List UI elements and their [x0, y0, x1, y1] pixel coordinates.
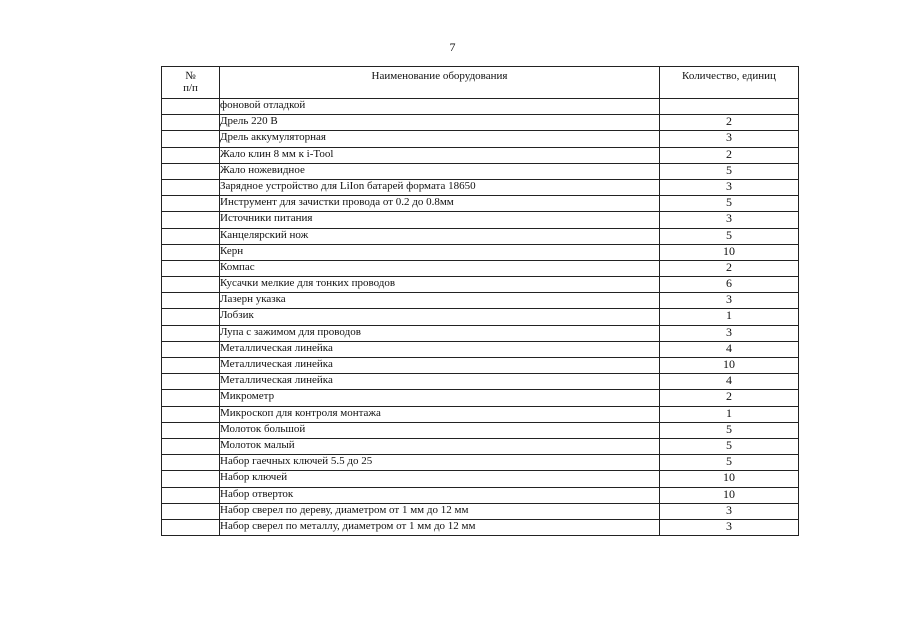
quantity-cell: 3: [660, 179, 799, 195]
equipment-name-cell: Канцелярский нож: [220, 228, 660, 244]
quantity-cell: [660, 99, 799, 115]
equipment-name-cell: Металлическая линейка: [220, 358, 660, 374]
row-number-cell: [162, 99, 220, 115]
equipment-name-cell: Набор отверток: [220, 487, 660, 503]
quantity-cell: 5: [660, 455, 799, 471]
quantity-cell: 2: [660, 260, 799, 276]
table-row: [162, 390, 799, 406]
table-row: [162, 277, 799, 293]
row-number-cell: [162, 390, 220, 406]
quantity-cell: 4: [660, 374, 799, 390]
quantity-cell: 3: [660, 293, 799, 309]
quantity-cell: 10: [660, 471, 799, 487]
equipment-name-cell: Кусачки мелкие для тонких проводов: [220, 277, 660, 293]
table-row: [162, 406, 799, 422]
quantity-cell: 3: [660, 212, 799, 228]
equipment-name-cell: Набор гаечных ключей 5.5 до 25: [220, 455, 660, 471]
equipment-name-cell: Дрель 220 В: [220, 115, 660, 131]
equipment-name-cell: Микрометр: [220, 390, 660, 406]
quantity-cell: 3: [660, 503, 799, 519]
row-number-cell: [162, 455, 220, 471]
table-row: [162, 471, 799, 487]
table-row: [162, 147, 799, 163]
table-row: [162, 374, 799, 390]
table-row: [162, 293, 799, 309]
quantity-cell: 3: [660, 131, 799, 147]
equipment-name-cell: Инструмент для зачистки провода от 0.2 до 0.8мм: [220, 196, 660, 212]
row-number-cell: [162, 503, 220, 519]
table-row: [162, 503, 799, 519]
equipment-name-cell: Набор ключей: [220, 471, 660, 487]
header-equipment-name: Наименование оборудования: [220, 67, 660, 99]
table-row: [162, 487, 799, 503]
table-row: [162, 212, 799, 228]
table-row: [162, 455, 799, 471]
table-row: [162, 244, 799, 260]
equipment-name-cell: Зарядное устройство для LiIon батарей формата 18650: [220, 179, 660, 195]
quantity-cell: 5: [660, 438, 799, 454]
quantity-cell: 5: [660, 163, 799, 179]
quantity-cell: 3: [660, 325, 799, 341]
row-number-cell: [162, 422, 220, 438]
table-row: [162, 196, 799, 212]
quantity-cell: 10: [660, 487, 799, 503]
quantity-cell: 5: [660, 228, 799, 244]
row-number-cell: [162, 341, 220, 357]
quantity-cell: 2: [660, 147, 799, 163]
table-row: [162, 358, 799, 374]
row-number-cell: [162, 260, 220, 276]
equipment-name-cell: Микроскоп для контроля монтажа: [220, 406, 660, 422]
row-number-cell: [162, 147, 220, 163]
table-row: [162, 260, 799, 276]
header-number-symbol: №: [185, 70, 196, 82]
equipment-name-cell: Компас: [220, 260, 660, 276]
equipment-name-cell: Металлическая линейка: [220, 374, 660, 390]
equipment-name-cell: Жало клин 8 мм к i-Tool: [220, 147, 660, 163]
row-number-cell: [162, 293, 220, 309]
equipment-name-cell: Дрель аккумуляторная: [220, 131, 660, 147]
equipment-name-cell: Лупа с зажимом для проводов: [220, 325, 660, 341]
row-number-cell: [162, 212, 220, 228]
row-number-cell: [162, 244, 220, 260]
quantity-cell: 3: [660, 519, 799, 535]
table-row: [162, 131, 799, 147]
header-quantity: Количество, единиц: [660, 67, 799, 99]
row-number-cell: [162, 277, 220, 293]
table-row: [162, 438, 799, 454]
row-number-cell: [162, 131, 220, 147]
quantity-cell: 4: [660, 341, 799, 357]
row-number-cell: [162, 471, 220, 487]
equipment-name-cell: Молоток большой: [220, 422, 660, 438]
equipment-name-cell: Керн: [220, 244, 660, 260]
row-number-cell: [162, 374, 220, 390]
row-number-cell: [162, 179, 220, 195]
quantity-cell: 1: [660, 309, 799, 325]
equipment-name-cell: Набор сверел по металлу, диаметром от 1 мм до 12 мм: [220, 519, 660, 535]
row-number-cell: [162, 358, 220, 374]
table-row: [162, 519, 799, 535]
table-row: [162, 179, 799, 195]
table-row: [162, 341, 799, 357]
equipment-name-cell: Металлическая линейка: [220, 341, 660, 357]
quantity-cell: 1: [660, 406, 799, 422]
table-row: [162, 115, 799, 131]
table-row: [162, 309, 799, 325]
row-number-cell: [162, 487, 220, 503]
equipment-name-cell: Источники питания: [220, 212, 660, 228]
row-number-cell: [162, 406, 220, 422]
row-number-cell: [162, 115, 220, 131]
row-number-cell: [162, 228, 220, 244]
equipment-name-cell: Молоток малый: [220, 438, 660, 454]
equipment-table: [161, 66, 799, 536]
quantity-cell: 2: [660, 390, 799, 406]
quantity-cell: 10: [660, 244, 799, 260]
quantity-cell: 6: [660, 277, 799, 293]
header-number-abbrev: п/п: [183, 82, 198, 94]
table-body: [162, 99, 799, 536]
equipment-name-cell: фоновой отладкой: [220, 99, 660, 115]
equipment-name-cell: Жало ножевидное: [220, 163, 660, 179]
page-number: 7: [449, 40, 456, 54]
equipment-name-cell: Набор сверел по дереву, диаметром от 1 мм до 12 мм: [220, 503, 660, 519]
header-number: [162, 67, 220, 99]
equipment-name-cell: Лобзик: [220, 309, 660, 325]
table-row: [162, 325, 799, 341]
row-number-cell: [162, 325, 220, 341]
table-row: [162, 163, 799, 179]
table-row: [162, 99, 799, 115]
quantity-cell: 10: [660, 358, 799, 374]
quantity-cell: 5: [660, 422, 799, 438]
row-number-cell: [162, 438, 220, 454]
row-number-cell: [162, 163, 220, 179]
row-number-cell: [162, 196, 220, 212]
quantity-cell: 2: [660, 115, 799, 131]
table-row: [162, 422, 799, 438]
table-row: [162, 228, 799, 244]
quantity-cell: 5: [660, 196, 799, 212]
table-header-row: [162, 67, 799, 99]
equipment-name-cell: Лазерн указка: [220, 293, 660, 309]
row-number-cell: [162, 309, 220, 325]
row-number-cell: [162, 519, 220, 535]
